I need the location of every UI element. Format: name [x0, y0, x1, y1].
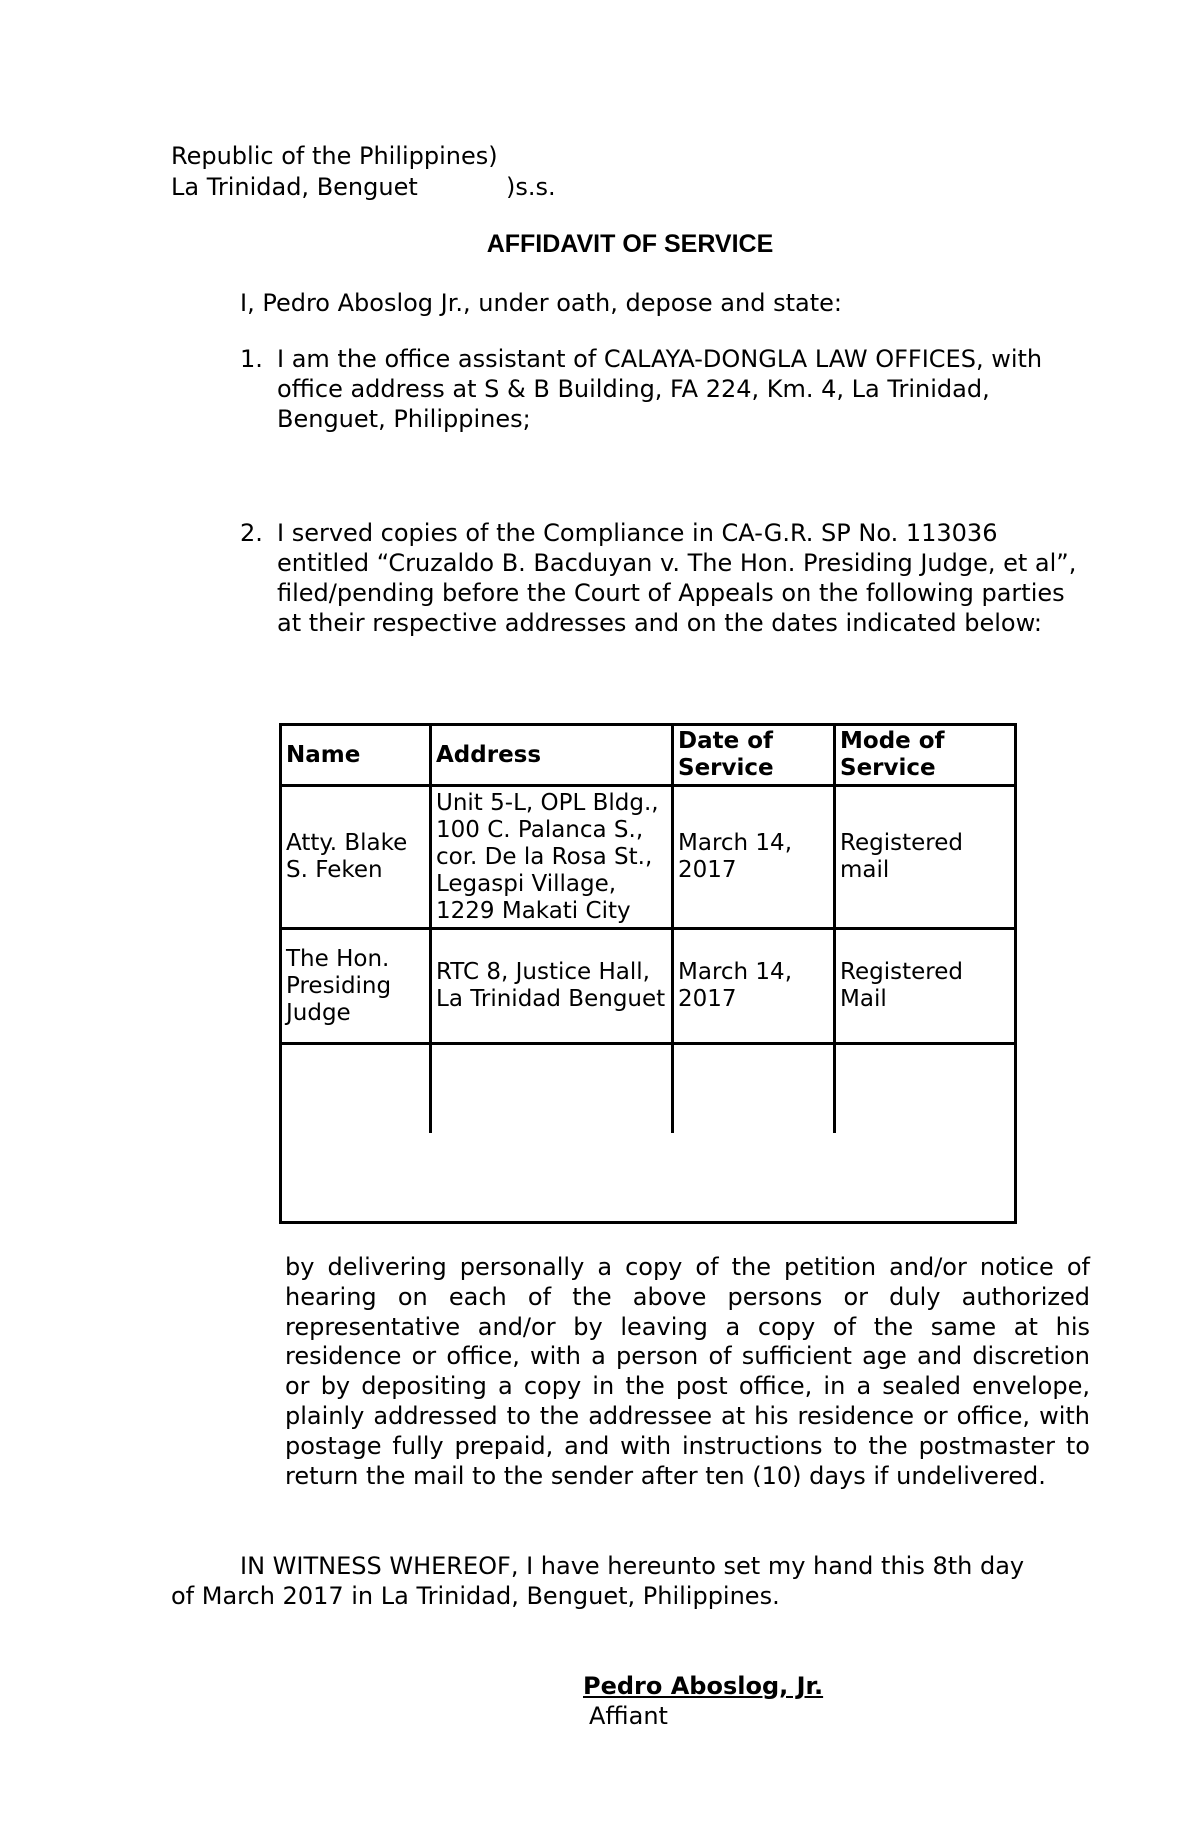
header-address: Address	[431, 725, 673, 786]
item-number: 1.	[240, 345, 263, 373]
witness-clause-line2: of March 2017 in La Trinidad, Benguet, Philippines.	[171, 1582, 780, 1610]
table-row	[281, 929, 1016, 1044]
service-mode: Registered mail	[835, 786, 1016, 929]
venue-municipality: La Trinidad, Benguet	[171, 173, 418, 201]
empty-cell	[431, 1133, 673, 1223]
table-header-row	[281, 725, 1016, 786]
service-date: March 14, 2017	[673, 786, 835, 929]
party-address: RTC 8, Justice Hall, La Trinidad Benguet	[431, 929, 673, 1044]
document-title: AFFIDAVIT OF SERVICE	[486, 230, 774, 258]
intro-statement: I, Pedro Aboslog Jr., under oath, depose and state:	[240, 289, 842, 317]
item-office-assistant: I am the office assistant of CALAYA-DONGLA LAW OFFICES, with office address at S & B Building, FA 224, Km. 4, La Trinidad, Benguet, Philippines;	[277, 345, 1043, 433]
empty-cell	[835, 1044, 1016, 1134]
affiant-name: Pedro Aboslog, Jr.	[583, 1672, 824, 1700]
witness-clause-line1: IN WITNESS WHEREOF, I have hereunto set my hand this 8th day	[240, 1552, 1025, 1580]
empty-cell	[281, 1044, 431, 1134]
empty-cell	[673, 1044, 835, 1134]
table-row	[281, 786, 1016, 929]
service-mode: Registered Mail	[835, 929, 1016, 1044]
empty-cell	[281, 1133, 431, 1223]
party-name: The Hon. Presiding Judge	[281, 929, 431, 1044]
table-row-empty	[281, 1044, 1016, 1134]
affiant-role: Affiant	[589, 1702, 668, 1730]
service-date: March 14, 2017	[673, 929, 835, 1044]
empty-cell	[835, 1133, 1016, 1223]
header-date-of-service: Date of Service	[673, 725, 835, 786]
empty-cell	[431, 1044, 673, 1134]
table-row-empty	[281, 1133, 1016, 1223]
party-name: Atty. Blake S. Feken	[281, 786, 431, 929]
header-name: Name	[281, 725, 431, 786]
delivery-paragraph: by delivering personally a copy of the petition and/or notice of hearing on each of the above persons or duly authorized representative and/or by leaving a copy of the same at his residence or office, with a person of sufficient age and discretion or by depositing a copy in the post office, in a sealed envelope, plainly addressed to the addressee at his residence or office, with postage fully prepaid, and with instructions to the postmaster to return the mail to the sender after ten (10) days if undelivered.	[285, 1253, 1090, 1490]
venue-ss: )s.s.	[506, 173, 556, 201]
item-number: 2.	[240, 519, 263, 547]
service-table	[279, 723, 1017, 1224]
header-mode-of-service: Mode of Service	[835, 725, 1016, 786]
venue-republic: Republic of the Philippines)	[171, 142, 498, 170]
item-service-statement: I served copies of the Compliance in CA-G.R. SP No. 113036 entitled “Cruzaldo B. Bacduyan v. The Hon. Presiding Judge, et al”, filed/pending before the Court of Appeals on the following parties at their respective addresses and on the dates indicated below:	[277, 519, 1077, 637]
empty-cell	[673, 1133, 835, 1223]
party-address: Unit 5-L, OPL Bldg., 100 C. Palanca S., cor. De la Rosa St., Legaspi Village, 1229 Makati City	[431, 786, 673, 929]
